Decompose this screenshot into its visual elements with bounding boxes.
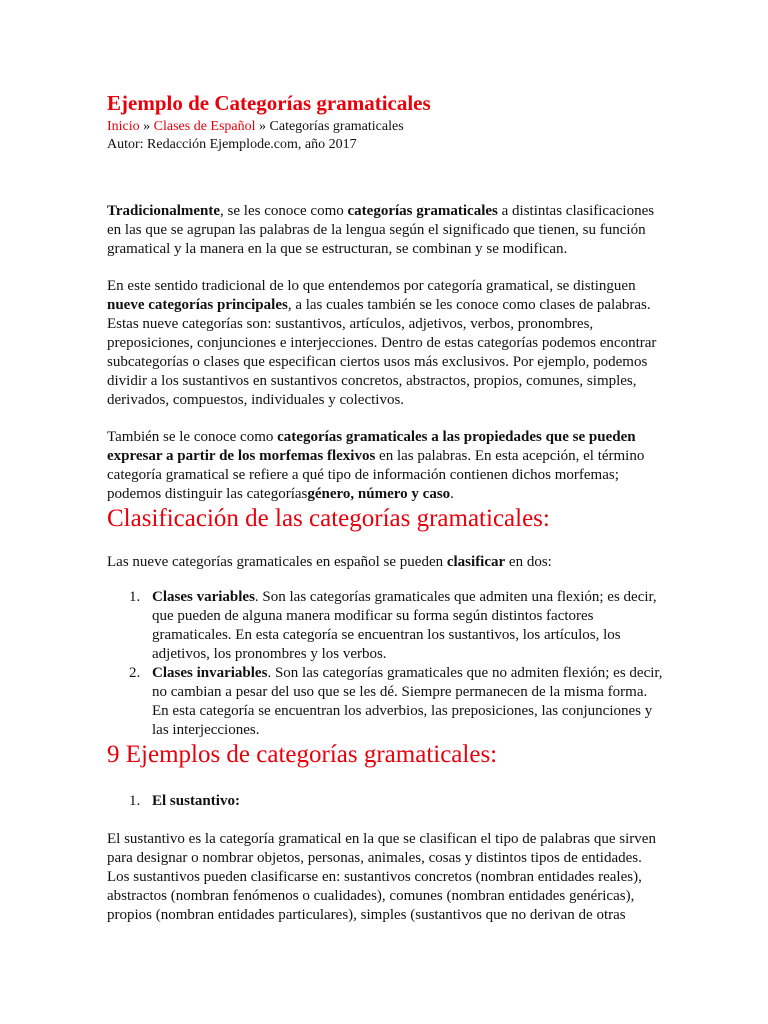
classification-list	[107, 588, 667, 740]
article	[107, 88, 667, 925]
bold-text: categorías gramaticales	[347, 203, 498, 219]
breadcrumb-separator: »	[139, 119, 154, 134]
breadcrumb-separator: »	[255, 119, 270, 134]
author-line: Autor: Redacción Ejemplode.com, año 2017	[107, 137, 357, 152]
text-run: , se les conoce como	[220, 203, 348, 219]
text-run: .	[450, 486, 454, 502]
section-heading-examples: 9 Ejemplos de categorías gramaticales:	[107, 741, 498, 768]
bold-text: Tradicionalmente	[107, 203, 221, 219]
bold-text: género, número y caso	[307, 486, 451, 502]
classification-intro	[107, 553, 667, 572]
list-number: 1.	[129, 589, 141, 605]
bold-text: Clases invariables	[152, 665, 268, 681]
list-item	[107, 664, 667, 740]
examples-list	[107, 792, 667, 811]
breadcrumb-section-link[interactable]: Clases de Español	[153, 119, 256, 134]
text-run: a distintas clasificaciones en las que se agrupan las palabras de la lengua según el significado que tienen, su función gramatical y la manera en la que se estructuran, se combinan y se modifican.	[107, 203, 655, 257]
list-number: 1.	[129, 793, 141, 809]
list-item	[107, 588, 667, 664]
bold-text: Clases variables	[152, 589, 255, 605]
breadcrumb-current: Categorías gramaticales	[269, 119, 404, 134]
breadcrumb	[107, 118, 667, 136]
text-run: en las palabras. En esta acepción, el término categoría gramatical se refiere a qué tipo de información contienen dichos morfemas; podemos distinguir las categorías	[107, 448, 645, 502]
text-run: , a las cuales también se les conoce como clases de palabras. Estas nueve categorías son: sustantivos, artículos, adjetivos, verbos, pronombres, preposiciones, conjunciones e interjecciones. Dentro de estas categorías podemos encontrar subcategorías o clases que especifican ciertos usos más exclusivos. Por ejemplo, podemos dividir a los sustantivos en sustantivos concretos, abstractos, propios, comunes, simples, derivados, compuestos, individuales y colectivos.	[107, 297, 657, 408]
text-run: en dos:	[505, 554, 552, 570]
breadcrumb-home-link[interactable]: Inicio	[107, 119, 140, 134]
text-run: En este sentido tradicional de lo que entendemos por categoría gramatical, se distinguen	[107, 278, 636, 294]
text-run: Las nueve categorías gramaticales en español se pueden	[107, 554, 447, 570]
bold-text: nueve categorías principales	[107, 297, 288, 313]
page-title: Ejemplo de Categorías gramaticales	[107, 91, 431, 115]
intro-paragraph	[107, 202, 667, 259]
text-run: También se le conoce como	[107, 429, 278, 445]
bold-text: clasificar	[446, 554, 506, 570]
text-run: . Son las categorías gramaticales que admiten una flexión; es decir, que pueden de alguna manera modificar su forma según distintos factores gramaticales. En esta categoría se encuentran los sustantivos, los artículos, los adjetivos, los pronombres y los verbos.	[152, 589, 657, 662]
text-run: . Son las categorías gramaticales que no admiten flexión; es decir, no cambian a pesar del uso que se les dé. Siempre permanecen de la misma forma. En esta categoría se encuentran los adverbios, las preposiciones, las conjunciones y las interjecciones.	[152, 665, 663, 738]
bold-text: categorías gramaticales a las propiedades que se pueden expresar a partir de los morfemas flexivos	[107, 429, 636, 464]
paragraph-categories	[107, 277, 667, 410]
list-item	[107, 792, 667, 811]
noun-paragraph: El sustantivo es la categoría gramatical en la que se clasifican el tipo de palabras que sirven para designar o nombrar objetos, personas, animales, cosas y distintos tipos de entidades. Los sustantivos pueden clasificarse en: sustantivos concretos (nombran entidades reales), abstractos (nombran fenómenos o cualidades), comunes (nombran entidades genéricas), propios (nombran entidades particulares), simples (sustantivos que no derivan de otras	[107, 831, 656, 923]
list-number: 2.	[129, 665, 141, 681]
section-heading-classification: Clasificación de las categorías gramaticales:	[107, 505, 550, 532]
bold-text: El sustantivo:	[152, 793, 240, 809]
paragraph-morphemes	[107, 428, 667, 504]
